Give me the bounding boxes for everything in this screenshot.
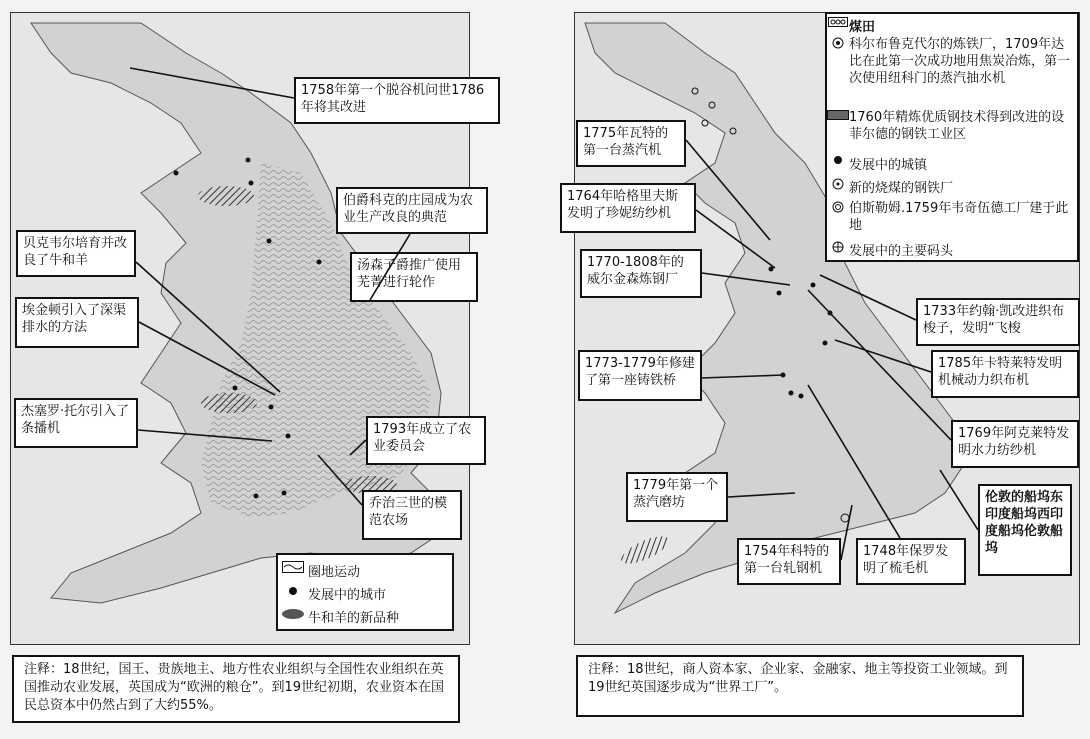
industry-note: 注释：18世纪，商人资本家、企业家、金融家、地主等投资工业领域。到19世纪英国逐步成为“世界工厂”。: [576, 655, 1024, 717]
bakewell-label: 贝克韦尔培育并改良了牛和羊: [16, 230, 136, 277]
paul-label: 1748年保罗发明了梳毛机: [856, 538, 966, 585]
watt-label: 1775年瓦特的第一台蒸汽机: [576, 120, 686, 167]
legend-label: 发展中的城市: [308, 588, 387, 603]
legend-label: 发展中的城镇: [849, 158, 928, 173]
legend-label: 牛和羊的新品种: [308, 611, 400, 626]
cartwright-label: 1785年卡特莱特发明机械动力织布机: [931, 350, 1079, 398]
legend-label: 伯斯勒姆.1759年韦奇伍德工厂建于此地: [849, 201, 1069, 233]
tull-label: 杰塞罗·托尔引入了条播机: [14, 398, 138, 448]
legend-label: 圈地运动: [308, 565, 361, 580]
mill-label: 1779年第一个蒸汽磨坊: [626, 472, 728, 522]
hargreaves-label: 1764年哈格里夫斯发明了珍妮纺纱机: [560, 183, 696, 233]
agriculture-note: 注释：18世纪，国王、贵族地主、地方性农业组织与全国性农业组织在英国推动农业发展，英国成为“欧洲的粮仓”。到19世纪初期，农业资本在国民总资本中仍然占到了大约55%。: [12, 655, 460, 723]
wilkinson-label: 1770-1808年的威尔金森炼钢厂: [580, 249, 702, 298]
board-label: 1793年成立了农业委员会: [366, 416, 486, 465]
legend-label: 煤田: [849, 20, 876, 35]
legend-label: 科尔布鲁克代尔的炼铁厂，1709年达比在此第一次成功地用焦炭冶炼，第一次使用纽科门的蒸汽抽水机: [849, 37, 1071, 86]
thresher-label: 1758年第一个脱谷机问世1786年将其改进: [294, 77, 500, 124]
legend-label: 1760年精炼优质钢技术得到改进的设菲尔德的钢铁工业区: [849, 110, 1065, 142]
townshend-label: 汤森子爵推广使用芜菁进行轮作: [350, 252, 478, 302]
holkham-label: 伯爵科克的庄园成为农业生产改良的典范: [336, 187, 488, 234]
legend-label: 发展中的主要码头: [849, 244, 954, 259]
docks-label: 伦敦的船坞东印度船坞西印度船坞伦敦船坞: [978, 484, 1072, 576]
bridge-label: 1773-1779年修建了第一座铸铁桥: [578, 350, 702, 401]
elkington-label: 埃金顿引入了深渠排水的方法: [15, 297, 139, 348]
kay-label: 1733年约翰·凯改进织布梭子，发明“飞梭: [916, 298, 1080, 346]
arkwright-label: 1769年阿克莱特发明水力纺纱机: [951, 420, 1079, 468]
george-label: 乔治三世的模范农场: [362, 490, 462, 540]
cort-label: 1754年科特的第一台轧钢机: [737, 538, 841, 585]
legend-label: 新的烧煤的钢铁厂: [849, 181, 954, 196]
